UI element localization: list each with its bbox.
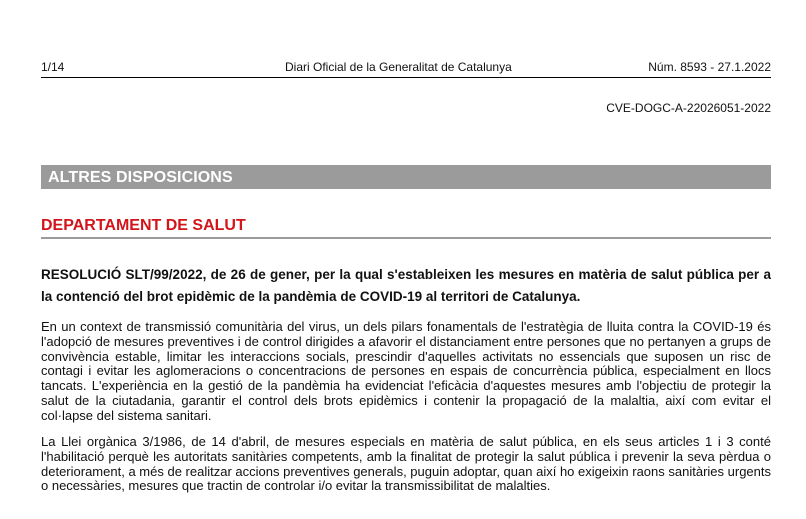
- journal-title: Diari Oficial de la Generalitat de Catalunya: [285, 60, 512, 74]
- resolution-title: RESOLUCIÓ SLT/99/2022, de 26 de gener, per la qual s'estableixen les mesures en matèria de salut pública per a la contenció del brot epidèmic de la pandèmia de COVID-19 al territori de Catalunya.: [41, 267, 771, 304]
- section-title: ALTRES DISPOSICIONS: [48, 169, 233, 186]
- body-paragraph: En un context de transmissió comunitària del virus, un dels pilars fonamentals de l'estratègia de lluita contra la COVID-19 és l'adopció de mesures preventives i de control dirigides a afavorir el distanciament entre persones que no pertanyen a grups de convivència estable, limitar les interaccions socials, prescindir d'aquelles activitats no essencials que suposen un risc de contagi i evitar les aglomeracions o concentracions de persones en espais de concurrència pública, especialment en llocs tancats. L'experiència en la gestió de la pandèmia ha evidenciat l'eficàcia d'aquestes mesures amb l'objectiu de protegir la salut de la ciutadania, garantir el control dels brots epidèmics i contenir la propagació de la malaltia, així com evitar el col·lapse del sistema sanitari.: [41, 319, 771, 423]
- department-title: DEPARTAMENT DE SALUT: [41, 217, 246, 234]
- page-number: 1/14: [41, 60, 65, 74]
- issue-number-date: Núm. 8593 - 27.1.2022: [648, 60, 771, 74]
- body-paragraph: La Llei orgànica 3/1986, de 14 d'abril, de mesures especials en matèria de salut pública, en els seus articles 1 i 3 conté l'habilitació perquè les autoritats sanitàries competents, amb la finalitat de protegir la salut pública i prevenir la seva pèrdua o deteriorament, a més de realitzar accions preventives generals, puguin adoptar, quan així ho exigeixin raons sanitàries urgents o necessàries, mesures que tractin de controlar i/o evitar la transmissibilitat de malalties.: [41, 434, 771, 494]
- document-code: CVE-DOGC-A-22026051-2022: [606, 101, 771, 115]
- department-divider: [41, 237, 771, 239]
- section-bar: [41, 165, 771, 189]
- header-divider: [41, 77, 771, 78]
- page-header: [41, 58, 771, 76]
